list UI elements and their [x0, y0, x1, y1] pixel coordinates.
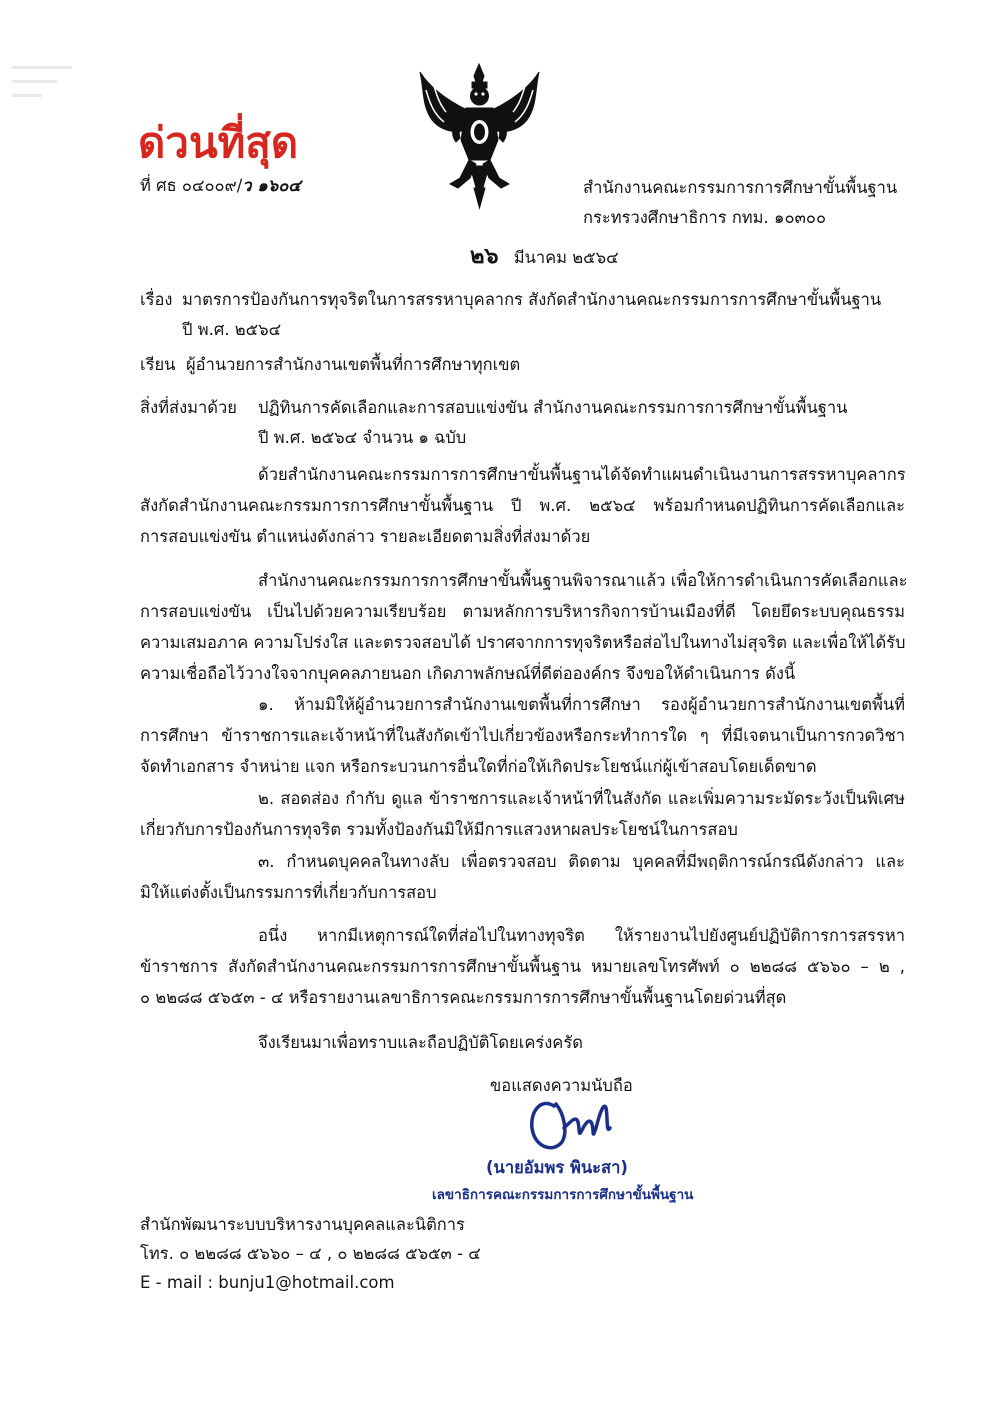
item-1-line: ๑. ห้ามมิให้ผู้อำนวยการสำนักงานเขตพื้นที่การศึกษา รองผู้อำนวยการสำนักงานเขตพื้นที่ — [258, 695, 905, 714]
garuda-emblem-icon — [412, 60, 547, 210]
enclosure-line-1: ปฏิทินการคัดเลือกและการสอบแข่งขัน สำนักงานคณะกรรมการการศึกษาขั้นพื้นฐาน — [258, 398, 848, 417]
to-label: เรียน — [140, 355, 176, 374]
paragraph-3-line: ๐ ๒๒๘๘ ๕๖๕๓ - ๔ หรือรายงานเลขาธิการคณะกรรมการการศึกษาขั้นพื้นฐานโดยด่วนที่สุด — [140, 988, 787, 1007]
paragraph-1-line: สังกัดสำนักงานคณะกรรมการการศึกษาขั้นพื้นฐาน ปี พ.ศ. ๒๕๖๔ พร้อมกำหนดปฏิทินการคัดเลือกและ — [140, 496, 905, 515]
footer-phone: โทร. ๐ ๒๒๘๘ ๕๖๖๐ – ๔ , ๐ ๒๒๘๘ ๕๖๕๓ - ๔ — [140, 1244, 481, 1263]
reference-code: ว ๑๖๐๔ — [242, 176, 301, 195]
office-address: กระทรวงศึกษาธิการ กทม. ๑๐๓๐๐ — [583, 208, 827, 227]
subject-line-2: ปี พ.ศ. ๒๕๖๔ — [182, 320, 282, 339]
paragraph-1-line: การสอบแข่งขัน ตำแหน่งดังกล่าว รายละเอียดตามสิ่งที่ส่งมาด้วย — [140, 527, 591, 546]
scan-artifact-icon — [10, 60, 100, 110]
paragraph-2-line: ความเสมอภาค ความโปร่งใส และตรวจสอบได้ ปราศจากการทุจริตหรือส่อไปในทางไม่สุจริต และเพื่อให้ได้รับ — [140, 633, 906, 652]
enclosure-label: สิ่งที่ส่งมาด้วย — [140, 398, 237, 417]
to-recipient: ผู้อำนวยการสำนักงานเขตพื้นที่การศึกษาทุกเขต — [186, 355, 521, 374]
signatory-title: เลขาธิการคณะกรรมการการศึกษาขั้นพื้นฐาน — [432, 1187, 694, 1203]
date-month-year: มีนาคม ๒๕๖๔ — [513, 248, 619, 267]
date-day: ๒๖ — [470, 244, 499, 269]
item-3-line: ๓. กำหนดบุคคลในทางลับ เพื่อตรวจสอบ ติดตาม บุคคลที่มีพฤติการณ์กรณีดังกล่าว และ — [258, 852, 905, 871]
signatory-name: (นายอัมพร พินะสา) — [486, 1158, 628, 1177]
urgency-stamp: ด่วนที่สุด — [138, 118, 299, 167]
item-2-line: เกี่ยวกับการป้องกันการทุจริต รวมทั้งป้องกันมิให้มีการแสวงหาผลประโยชน์ในการสอบ — [140, 820, 738, 839]
reference-number — [140, 175, 301, 197]
paragraph-1-line: ด้วยสำนักงานคณะกรรมการการศึกษาขั้นพื้นฐานได้จัดทำแผนดำเนินงานการสรรหาบุคลากร — [258, 465, 906, 484]
item-2-line: ๒. สอดส่อง กำกับ ดูแล ข้าราชการและเจ้าหน้าที่ในสังกัด และเพิ่มความระมัดระวังเป็นพิเศษ — [258, 789, 905, 808]
subject-line-1: มาตรการป้องกันการทุจริตในการสรรหาบุคลากร สังกัดสำนักงานคณะกรรมการการศึกษาขั้นพื้นฐาน — [182, 290, 882, 309]
paragraph-2-line: สำนักงานคณะกรรมการการศึกษาขั้นพื้นฐานพิจารณาแล้ว เพื่อให้การดำเนินการคัดเลือกและ — [258, 571, 908, 590]
reference-prefix: ที่ ศธ ๐๔๐๐๙/ — [140, 176, 243, 195]
closing-line: จึงเรียนมาเพื่อทราบและถือปฏิบัติโดยเคร่งครัด — [258, 1033, 583, 1052]
paragraph-2-line: การสอบแข่งขัน เป็นไปด้วยความเรียบร้อย ตามหลักการบริหารกิจการบ้านเมืองที่ดี โดยยึดระบบคุณธรรม — [140, 602, 905, 621]
subject-label: เรื่อง — [140, 290, 173, 309]
handwritten-signature-icon — [520, 1088, 630, 1160]
item-1-line: การศึกษา ข้าราชการและเจ้าหน้าที่ในสังกัดเข้าไปเกี่ยวข้องหรือกระทำการใด ๆ ที่มีเจตนาเป็นการกวดวิชา — [140, 726, 905, 745]
enclosure-line-2: ปี พ.ศ. ๒๕๖๔ จำนวน ๑ ฉบับ — [258, 428, 467, 447]
item-1-line: จัดทำเอกสาร จำหน่าย แจก หรือกระบวนการอื่นใดที่ก่อให้เกิดประโยชน์แก่ผู้เข้าสอบโดยเด็ดขาด — [140, 757, 817, 776]
office-name: สำนักงานคณะกรรมการการศึกษาขั้นพื้นฐาน — [583, 178, 898, 197]
paragraph-3-line: ข้าราชการ สังกัดสำนักงานคณะกรรมการการศึกษาขั้นพื้นฐาน หมายเลขโทรศัพท์ ๐ ๒๒๘๘ ๕๖๖๐ – ๒ , — [140, 957, 905, 976]
item-3-line: มิให้แต่งตั้งเป็นกรรมการที่เกี่ยวกับการสอบ — [140, 883, 437, 902]
document-date — [470, 246, 619, 269]
paragraph-3-line: อนึ่ง หากมีเหตุการณ์ใดที่ส่อไปในทางทุจริต ให้รายงานไปยังศูนย์ปฏิบัติการการสรรหา — [258, 926, 905, 945]
footer-department: สำนักพัฒนาระบบบริหารงานบุคคลและนิติการ — [140, 1215, 465, 1234]
footer-email: E - mail : bunju1@hotmail.com — [140, 1273, 395, 1292]
salutation: ขอแสดงความนับถือ — [490, 1076, 633, 1095]
paragraph-2-line: ความเชื่อถือไว้วางใจจากบุคคลภายนอก เกิดภาพลักษณ์ที่ดีต่อองค์กร จึงขอให้ดำเนินการ ดังนี้ — [140, 664, 796, 683]
